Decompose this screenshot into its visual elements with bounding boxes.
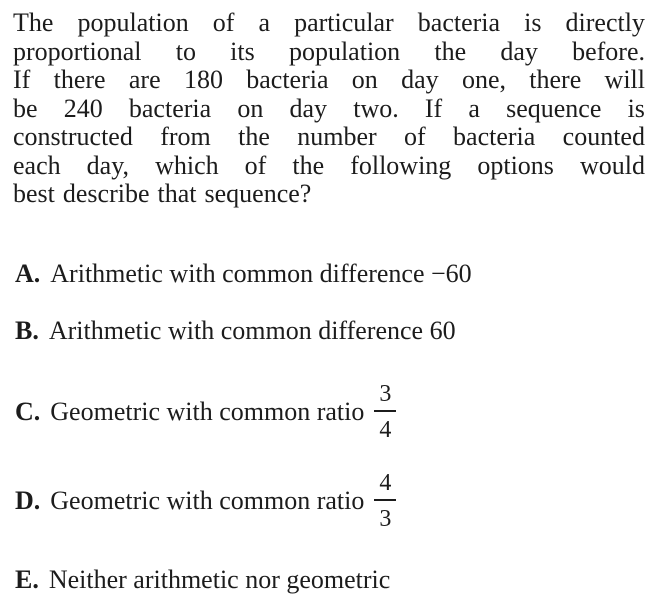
- word: sequence: [506, 93, 602, 123]
- word: directly: [565, 8, 645, 37]
- word: will: [604, 65, 645, 94]
- word: population: [288, 36, 401, 66]
- word: particular: [294, 8, 394, 37]
- word: to: [175, 36, 196, 66]
- word: would: [579, 150, 645, 180]
- word: is: [627, 93, 645, 123]
- word: each: [13, 150, 61, 180]
- question-line: [13, 95, 645, 124]
- word: The: [13, 8, 54, 37]
- question-line: [13, 66, 645, 95]
- word: the: [238, 122, 270, 151]
- word: a: [258, 8, 271, 37]
- question-line: [13, 180, 645, 209]
- word: of: [404, 122, 426, 151]
- choice-text: Geometric with common ratio: [50, 397, 365, 426]
- choice-text: Arithmetic with common difference −60: [50, 259, 472, 288]
- word: of: [212, 8, 235, 37]
- word: are: [128, 65, 161, 94]
- word: day: [500, 36, 538, 66]
- word: constructed: [13, 122, 133, 151]
- word: sequence?: [204, 179, 312, 208]
- choice-c[interactable]: [15, 382, 396, 442]
- word: 240: [63, 93, 103, 123]
- choice-letter: C.: [15, 397, 41, 426]
- choice-letter: A.: [15, 259, 41, 288]
- choice-b[interactable]: [15, 316, 456, 346]
- word: counted: [562, 122, 645, 151]
- fraction-denominator: 3: [379, 506, 392, 532]
- question-text: [13, 9, 645, 209]
- word: its: [230, 36, 255, 66]
- question-line: [13, 152, 645, 181]
- word: from: [160, 122, 211, 151]
- choice-text: Neither arithmetic nor geometric: [48, 565, 391, 594]
- choice-d[interactable]: [15, 471, 396, 531]
- word: on: [351, 65, 378, 94]
- word: the: [292, 150, 325, 180]
- fraction: [374, 471, 396, 531]
- word: day,: [86, 150, 130, 180]
- word: on: [237, 93, 264, 123]
- word: bacteria: [417, 8, 501, 37]
- word: best: [13, 179, 55, 208]
- word: there: [529, 65, 582, 94]
- word: that: [157, 179, 197, 208]
- word: options: [477, 150, 554, 180]
- choice-e[interactable]: [15, 565, 390, 595]
- word: bacteria: [246, 65, 329, 94]
- word: proportional: [13, 36, 142, 66]
- question-line: [13, 9, 645, 38]
- word: be: [13, 93, 38, 123]
- word: If: [13, 65, 31, 94]
- word: day: [289, 93, 328, 123]
- choice-letter: B.: [15, 316, 39, 345]
- choice-letter: E.: [15, 565, 39, 594]
- word: a: [468, 93, 480, 123]
- fraction-numerator: 3: [379, 381, 392, 407]
- fraction-numerator: 4: [379, 470, 392, 496]
- question-line: [13, 123, 645, 152]
- question-line: [13, 38, 645, 67]
- fraction: [374, 382, 396, 442]
- choice-text: Geometric with common ratio: [50, 486, 365, 515]
- word: before.: [572, 36, 645, 66]
- word: which: [155, 150, 219, 180]
- word: there: [53, 65, 106, 94]
- fraction-denominator: 4: [379, 417, 392, 443]
- word: bacteria: [128, 93, 212, 123]
- word: bacteria: [453, 122, 536, 151]
- word: two.: [353, 93, 399, 123]
- word: following: [350, 150, 452, 180]
- word: one,: [461, 65, 506, 94]
- word: If: [424, 93, 443, 123]
- word: 180: [183, 65, 223, 94]
- word: is: [524, 8, 542, 37]
- choice-text: Arithmetic with common difference 60: [48, 316, 456, 345]
- word: population: [77, 8, 189, 37]
- word: day: [401, 65, 439, 94]
- word: the: [434, 36, 467, 66]
- word: of: [244, 150, 267, 180]
- word: describe: [62, 179, 150, 208]
- word: number: [297, 122, 377, 151]
- choice-a[interactable]: [15, 259, 472, 289]
- choice-letter: D.: [15, 486, 41, 515]
